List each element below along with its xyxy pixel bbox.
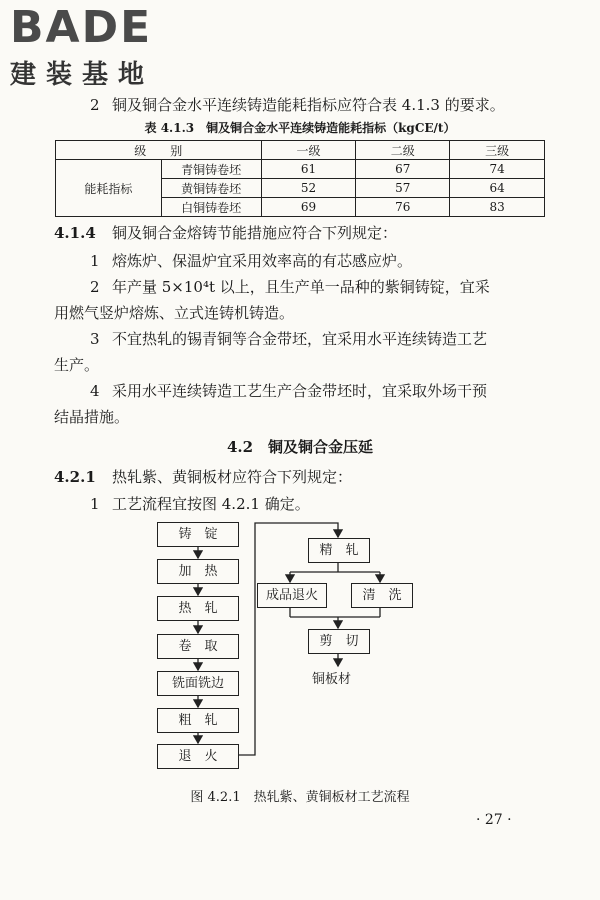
flow-step-shear: 剪 切 <box>308 629 370 654</box>
table-cell: 76 <box>356 198 450 217</box>
logo-chinese: 建装基地 <box>10 60 155 90</box>
row-name: 青铜铸卷坯 <box>161 160 261 179</box>
item-text: 用燃气竖炉熔炼、立式连铸机铸造。 <box>54 304 295 322</box>
flow-step-anneal: 退 火 <box>157 744 239 769</box>
flow-step-rough-roll: 粗 轧 <box>157 708 239 733</box>
figure-caption: 图 4.2.1 热轧紫、黄铜板材工艺流程 <box>190 790 410 805</box>
section-title: 4.2 铜及铜合金压延 <box>226 438 374 456</box>
table-cell: 67 <box>356 160 450 179</box>
header-cell: 级 别 <box>56 141 262 160</box>
clause-number: 4.1.4 <box>54 224 96 242</box>
item-text: 采用水平连续铸造工艺生产合金带坯时，宜采取外场干预 <box>112 382 488 400</box>
item-text: 结晶措施。 <box>54 408 130 426</box>
header-cell: 一级 <box>261 141 356 160</box>
flow-step-clean: 清 洗 <box>351 583 413 608</box>
flow-step-product-anneal: 成品退火 <box>257 583 327 608</box>
row-group-label: 能耗指标 <box>56 160 162 217</box>
table-cell: 74 <box>450 160 545 179</box>
table-cell: 52 <box>261 179 356 198</box>
table-cell: 69 <box>261 198 356 217</box>
row-name: 黄铜铸卷坯 <box>161 179 261 198</box>
item-number: 3 <box>90 330 100 348</box>
header-cell: 二级 <box>356 141 450 160</box>
table-caption: 表 4.1.3 铜及铜合金水平连续铸造能耗指标（kgCE/t） <box>144 121 456 135</box>
flow-step-heat: 加 热 <box>157 559 239 584</box>
clause-text: 铜及铜合金熔铸节能措施应符合下列规定： <box>112 224 398 242</box>
flow-step-hot-roll: 热 轧 <box>157 596 239 621</box>
item-number: 4 <box>90 382 100 400</box>
item-text: 年产量 5×10⁴t 以上，且生产单一品种的紫铜铸锭，宜采 <box>112 278 490 296</box>
item-text: 熔炼炉、保温炉宜采用效率高的有芯感应炉。 <box>112 252 413 270</box>
row-name: 白铜铸卷坯 <box>161 198 261 217</box>
table-cell: 64 <box>450 179 545 198</box>
item-text: 工艺流程宜按图 4.2.1 确定。 <box>112 495 310 513</box>
flow-step-coil: 卷 取 <box>157 634 239 659</box>
paragraph-text: 铜及铜合金水平连续铸造能耗指标应符合表 4.1.3 的要求。 <box>112 96 505 114</box>
flow-step-mill: 铣面铣边 <box>157 671 239 696</box>
item-number: 1 <box>90 495 100 513</box>
table-cell: 83 <box>450 198 545 217</box>
item-text: 生产。 <box>54 356 100 374</box>
logo-wordmark: BADE <box>10 2 153 53</box>
clause-number: 4.2.1 <box>54 468 96 486</box>
item-number: 2 <box>90 96 100 114</box>
table-cell: 57 <box>356 179 450 198</box>
flow-output-product: 铜板材 <box>312 672 352 687</box>
item-number: 2 <box>90 278 100 296</box>
clause-text: 热轧紫、黄铜板材应符合下列规定： <box>112 468 353 486</box>
table-cell: 61 <box>261 160 356 179</box>
page-number: · 27 · <box>476 812 512 828</box>
header-cell: 三级 <box>450 141 545 160</box>
flow-step-ingot: 铸 锭 <box>157 522 239 547</box>
item-text: 不宜热轧的锡青铜等合金带坯，宜采用水平连续铸造工艺 <box>112 330 488 348</box>
item-number: 1 <box>90 252 100 270</box>
flow-step-finish-roll: 精 轧 <box>308 538 370 563</box>
